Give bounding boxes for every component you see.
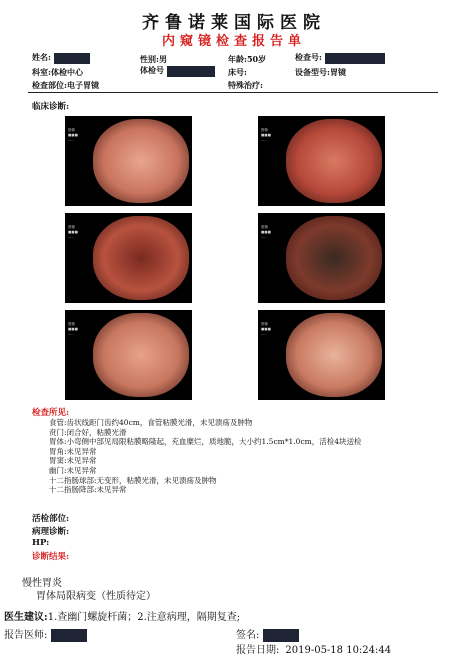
endoscopy-image-3: 图像 ■■■ ..... [65, 213, 192, 303]
check-no-label: 检查号: [295, 52, 322, 62]
hp-label: HP: [32, 538, 50, 548]
special-field [228, 80, 263, 91]
device-value: 胃镜 [329, 67, 346, 77]
finding-line: 幽门:未见异常 [49, 465, 97, 475]
advice-row [4, 608, 240, 623]
date-value: 2019-05-18 10:24:44 [285, 645, 392, 656]
diagnosis-result [22, 577, 156, 603]
age-label: 年龄: [228, 54, 247, 64]
endoscopy-image-4: 图像 ■■■ ..... [258, 213, 385, 303]
findings-label: 检查所见: [32, 408, 70, 418]
finding-line: 胃体:小弯侧中部见局限粘膜略隆起，充血糜烂，质地脆，大小约1.5cm*1.0cm，活检4块送检 [49, 437, 362, 447]
doctor-redaction [51, 629, 87, 642]
gender-label: 性别: [140, 54, 159, 64]
clinical-label: 临床诊断: [32, 102, 70, 112]
bed-field [228, 67, 247, 78]
diagnosis-line: 慢性胃炎 [22, 578, 62, 589]
age-field [228, 54, 266, 65]
date-field [236, 641, 391, 656]
divider [28, 92, 438, 93]
name-label: 姓名: [32, 52, 51, 62]
check-no-redaction [325, 53, 385, 64]
report-title: 内窥镜检查报告单 [161, 34, 306, 49]
advice-label: 医生建议: [4, 612, 48, 623]
diagnosis-line: 胃体局限病变（性质待定） [36, 591, 156, 602]
device-field [295, 67, 346, 78]
diagnosis-label: 诊断结果: [32, 552, 70, 562]
finding-line: 胃角:未见异常 [49, 446, 97, 456]
name-redaction [54, 53, 90, 64]
biopsy-label: 活检部位: [32, 514, 70, 524]
findings-list [49, 418, 449, 495]
gender-field [140, 54, 167, 65]
hospital-name: 齐鲁诺莱国际医院 [142, 13, 326, 33]
gender-value: 男 [158, 54, 167, 64]
finding-line: 贲门:闭合好，粘膜光滑 [49, 427, 127, 437]
endoscopy-image-5: 图像 ■■■ ..... [65, 310, 192, 400]
advice-text: 1.查幽门螺旋杆菌；2.注意病理，隔期复查; [47, 612, 241, 623]
finding-line: 十二指肠球部:无变形，粘膜光滑，未见溃疡及肿物 [49, 475, 217, 485]
date-label: 报告日期: [236, 645, 280, 656]
part-field [32, 80, 99, 91]
endoscopy-image-6: 图像 ■■■ ..... [258, 310, 385, 400]
sign-field [236, 626, 299, 642]
part-value: 电子胃镜 [66, 80, 99, 90]
special-label: 特殊治疗: [228, 80, 263, 90]
device-label: 设备型号: [295, 67, 330, 77]
finding-line: 胃窦:未见异常 [49, 456, 97, 466]
sign-label: 签名: [236, 630, 260, 641]
dept-label: 科室: [32, 67, 51, 77]
doctor-field [4, 626, 87, 642]
dept-value: 体检中心 [50, 67, 83, 77]
endoscopy-image-1: 图像 ■■■ ..... [65, 116, 192, 206]
finding-line: 食管:齿状线距门齿约40cm，食管粘膜光滑，未见溃疡及肿物 [49, 418, 253, 427]
pathology-label: 病理诊断: [32, 527, 70, 537]
exam-no-label: 体检号 [140, 65, 164, 75]
doctor-label: 报告医师: [4, 630, 48, 641]
endoscopy-image-2: 图像 ■■■ ..... [258, 116, 385, 206]
dept-field [32, 67, 83, 78]
bed-label: 床号: [228, 67, 247, 77]
finding-line: 十二指肠降部:未见异常 [49, 485, 127, 495]
exam-no-field [140, 65, 215, 77]
check-no-field [295, 52, 385, 64]
name-field [32, 52, 90, 64]
age-value: 50岁 [246, 54, 267, 64]
part-label: 检查部位: [32, 80, 67, 90]
exam-no-redaction [167, 66, 215, 77]
